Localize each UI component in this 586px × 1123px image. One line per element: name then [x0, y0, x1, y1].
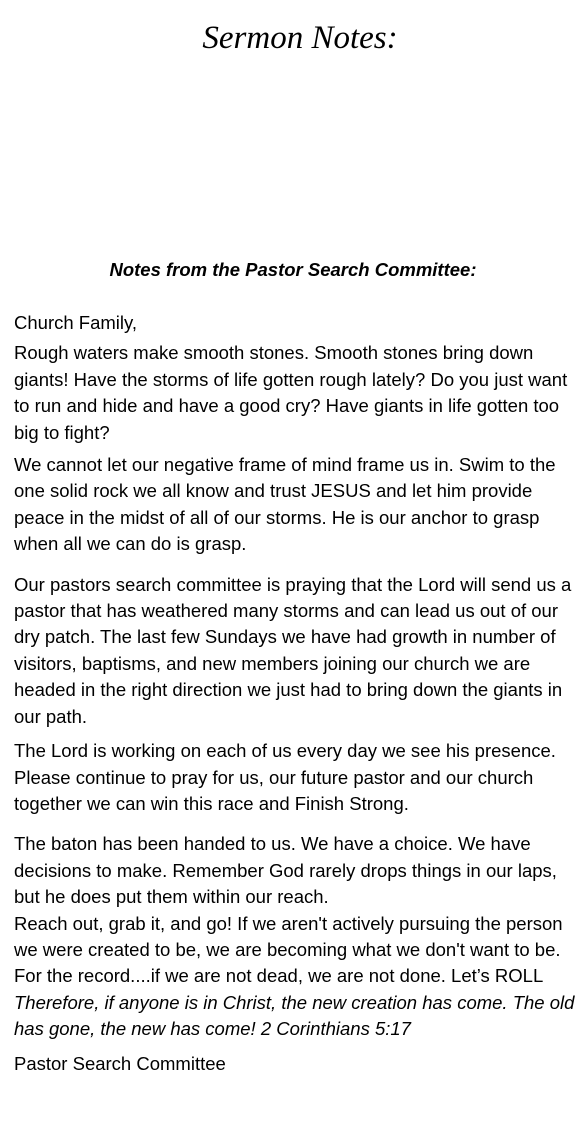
letter-paragraph: Reach out, grab it, and go! If we aren't actively pursuing the person we were created to be, we are becoming what we don't want to be. For the record....if we are not dead, we are not done. Let’s ROLL [14, 912, 563, 987]
letter-paragraph: The baton has been handed to us. We have a choice. We have decisions to make. Remember God rarely drops things in our laps, but he does put them within our reach. [14, 833, 557, 908]
letter-greeting: Church Family, [14, 312, 138, 333]
page-title: Sermon Notes: [202, 20, 398, 56]
letter-paragraph: The Lord is working on each of us every day we see his presence. Please continue to pray for us, our future pastor and our church together we can win this race and Finish Strong. [14, 740, 556, 814]
scripture-verse: Therefore, if anyone is in Christ, the new creation has come. The old has gone, the new has come! 2 Corinthians 5:17 [14, 991, 575, 1040]
letter-signature: Pastor Search Committee [14, 1052, 226, 1074]
section-heading: Notes from the Pastor Search Committee: [109, 259, 477, 280]
letter-paragraph: We cannot let our negative frame of mind frame us in. Swim to the one solid rock we all know and trust JESUS and let him provide peace in the midst of all of our storms. He is our anchor to grasp when all we can do is grasp. [14, 454, 556, 555]
committee-letter [14, 310, 580, 1077]
letter-paragraph: Our pastors search committee is praying that the Lord will send us a pastor that has weathered many storms and can lead us out of our dry patch. The last few Sundays we have had growth in number of visitors, baptisms, and new members joining our church we are headed in the right direction we just had to bring down the giants in our path. [14, 573, 572, 727]
letter-paragraph: Rough waters make smooth stones. Smooth stones bring down giants! Have the storms of life gotten rough lately? Do you just want to run and hide and have a good cry? Have giants in life gotten too big to fight? [14, 342, 568, 443]
